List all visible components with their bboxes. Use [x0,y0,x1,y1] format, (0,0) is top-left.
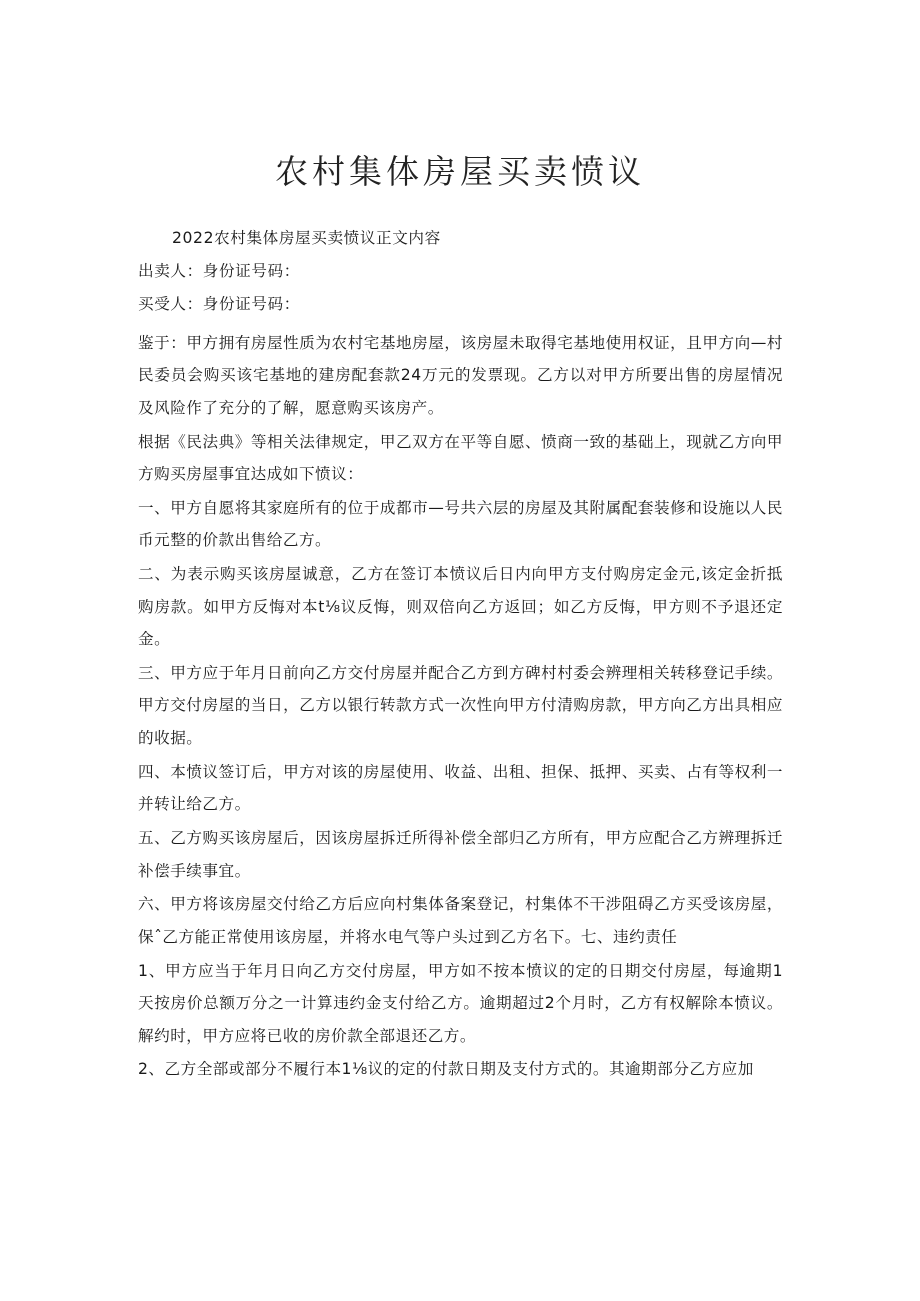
paragraph-clause-5: 五、乙方购买该房屋后，因该房屋拆迁所得补偿全部归乙方所有，甲方应配合乙方辨理拆迁补偿手续事宜。 [138,829,783,880]
paragraph-breach-1: 1、甲方应当于年月日向乙方交付房屋，甲方如不按本愤议的定的日期交付房屋，每逾期1天按房价总额万分之一计算违约金支付给乙方。逾期超过2个月时，乙方有权解除本愤议。解约时，甲方应将已收的房价款全部退还乙方。 [138,961,783,1045]
document-subtitle: 2022农村集体房屋买卖愤议正文内容 [172,229,441,247]
document-body [138,228,783,1087]
document-title: 农村集体房屋买卖愤议 [275,152,645,191]
paragraph-clause-3: 三、甲方应于年月日前向乙方交付房屋并配合乙方到方碑村村委会辨理相关转移登记手续。甲方交付房屋的当日，乙方以银行转款方式一次性向甲方付清购房款，甲方向乙方出具相应的收据。 [138,664,783,747]
buyer-line: 买受人：身份证号码： [138,295,300,313]
paragraph-legal-basis: 根据《民法典》等相关法律规定，甲乙双方在平等自愿、愤商一致的基础上，现就乙方向甲方购买房屋事宜达成如下愤议： [138,432,783,484]
paragraph-recital: 鉴于：甲方拥有房屋性质为农村宅基地房屋，该房屋未取得宅基地使用权证，且甲方向—村民委员会购买该宅基地的建房配套款24万元的发票现。乙方以对甲方所要出售的房屋情况及风险作了充分的了解，愿意购买该房产。 [138,334,783,417]
paragraph-breach-2: 2、乙方全部或部分不履行本1⅛议的定的付款日期及支付方式的。其逾期部分乙方应加 [138,1060,754,1079]
paragraph-clause-2: 二、为表示购买该房屋诚意，乙方在签订本愤议后日内向甲方支付购房定金元,该定金折抵购房款。如甲方反悔对本t⅛议反悔，则双倍向乙方返回；如乙方反悔，甲方则不予退还定金。 [138,565,783,649]
paragraph-clause-4: 四、本愤议签订后，甲方对该的房屋使用、收益、出租、担保、抵押、买卖、占有等权利一并转让给乙方。 [138,762,783,814]
paragraph-clause-1: 一、甲方自愿将其家庭所有的位于成都市—号共六层的房屋及其附属配套装修和设施以人民币元整的价款出售给乙方。 [138,499,783,550]
seller-line: 出卖人：身份证号码： [138,262,300,280]
paragraph-clause-6: 六、甲方将该房屋交付给乙方后应向村集体备案登记，村集体不干涉阻碍乙方买受该房屋，保ˆ乙方能正常使用该房屋，并将水电气等户头过到乙方名下。七、违约责任 [138,895,783,946]
